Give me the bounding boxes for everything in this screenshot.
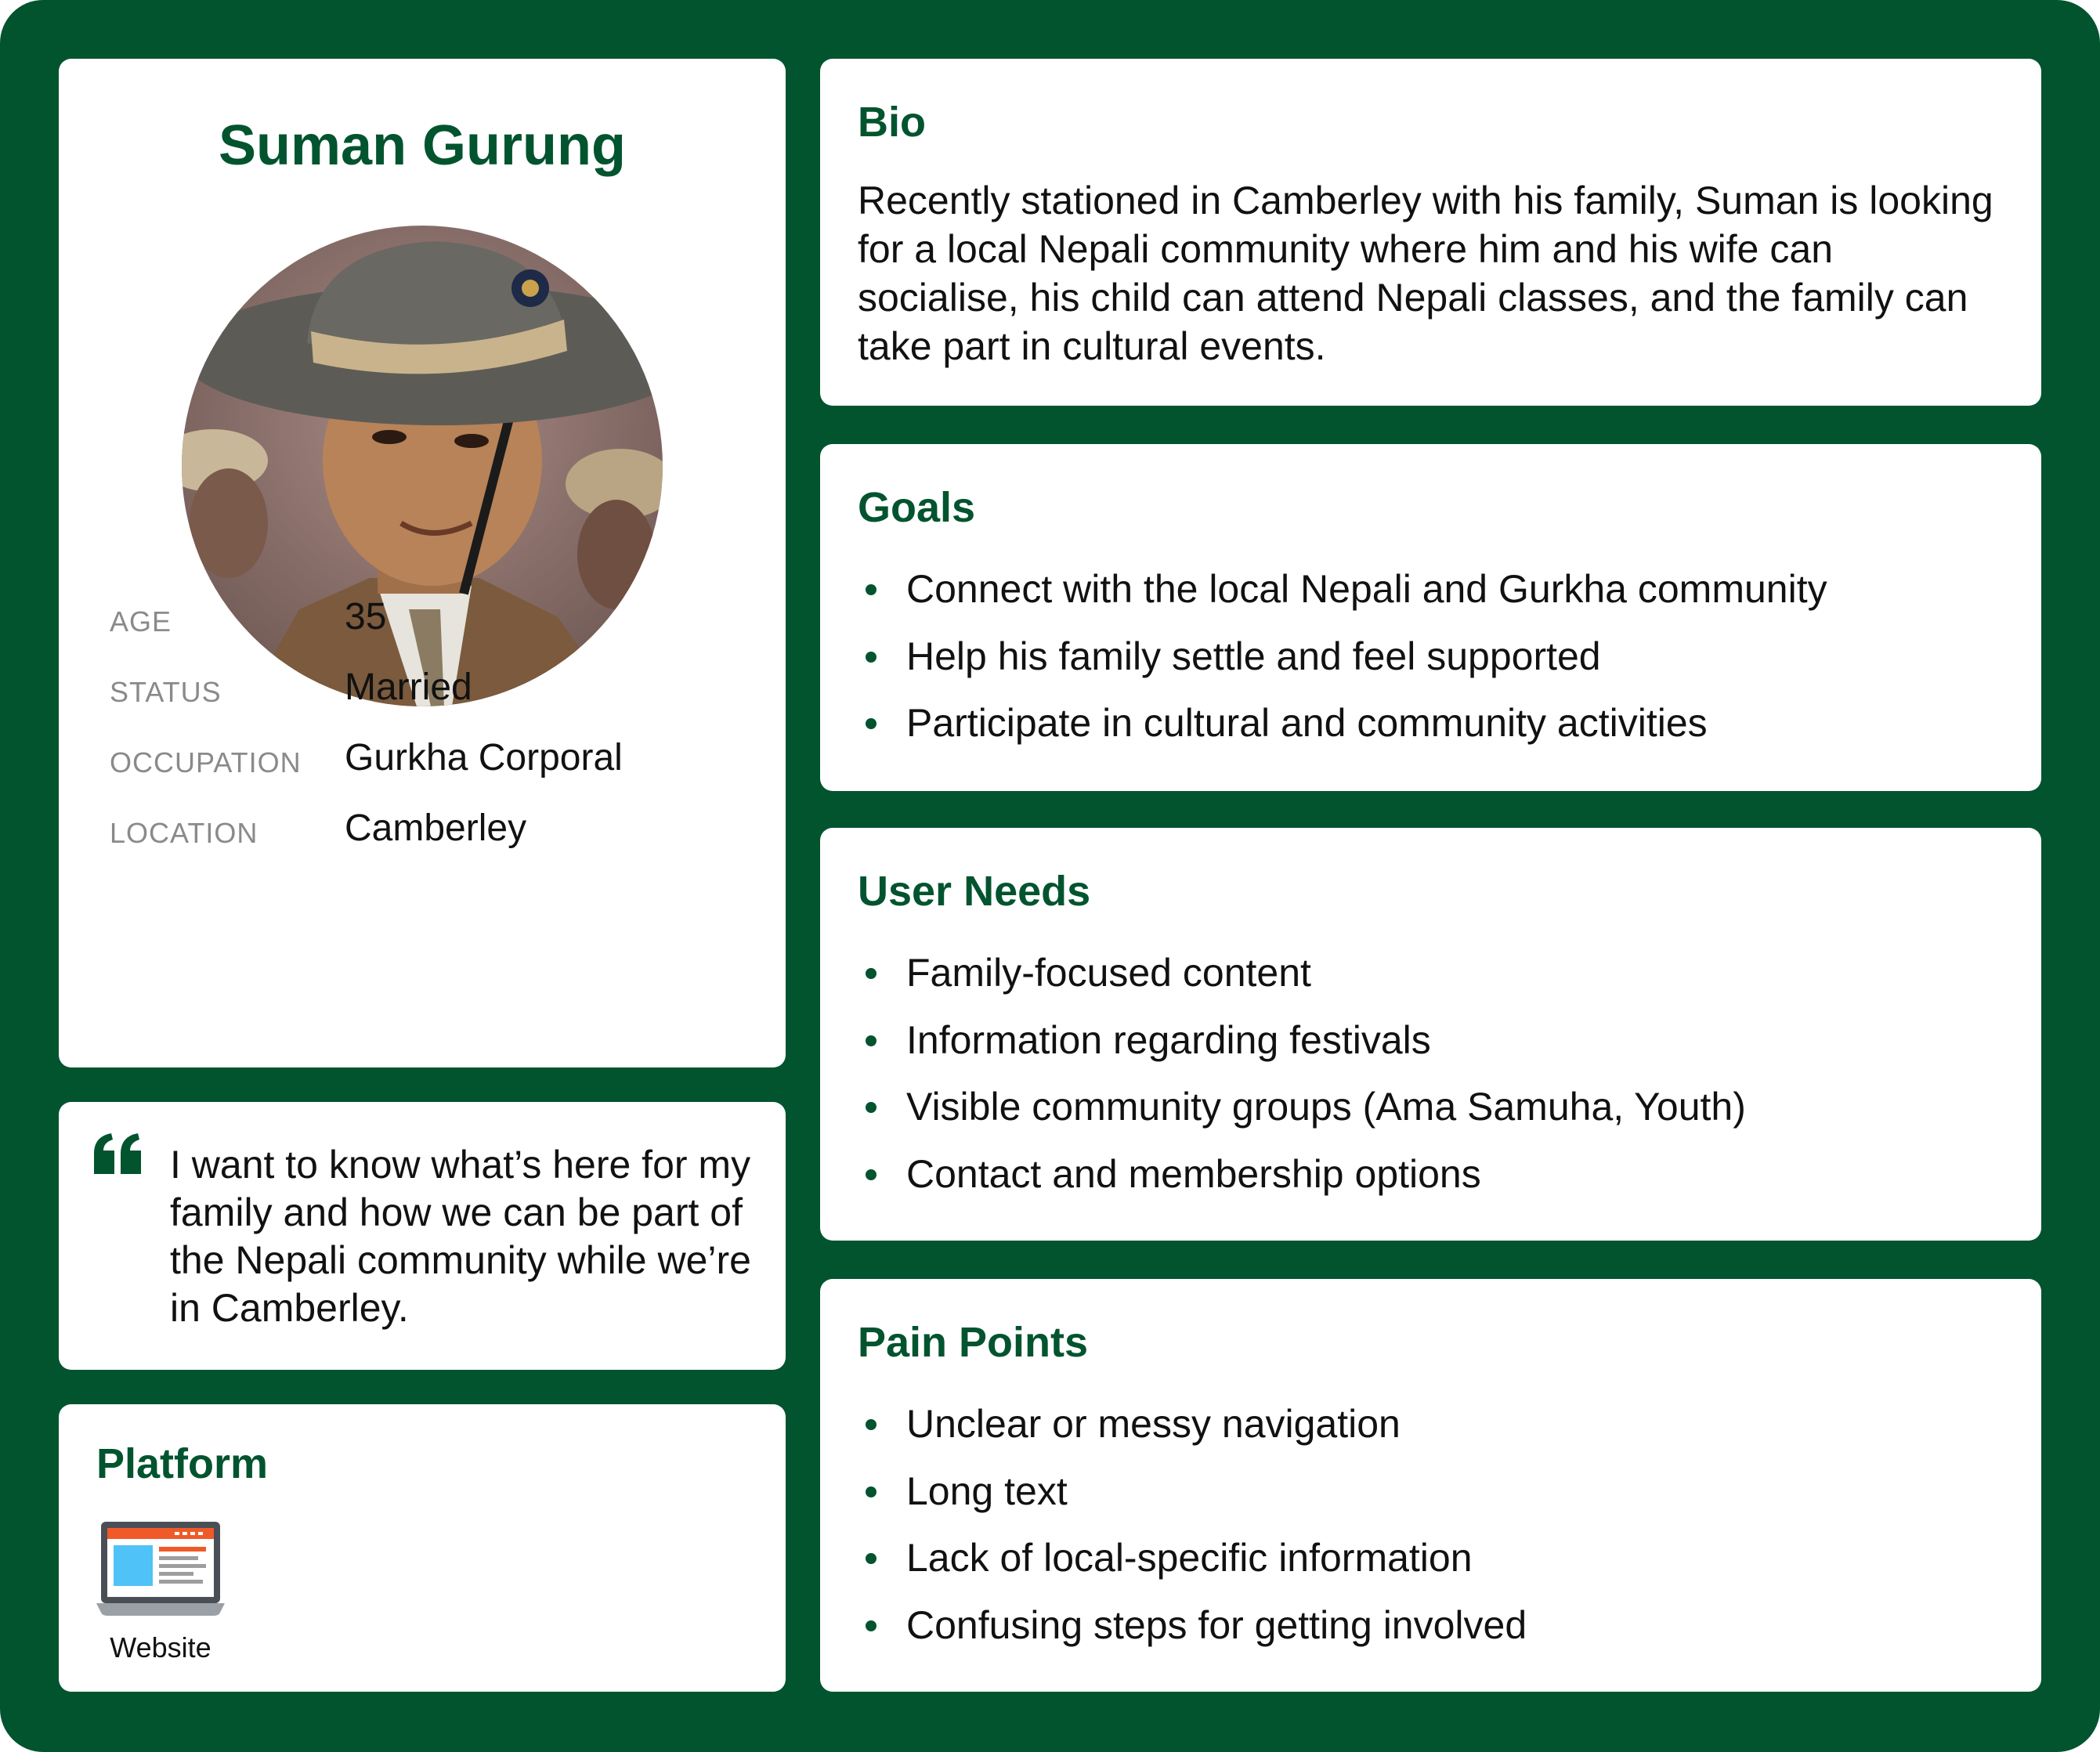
bio-title: Bio (858, 99, 926, 146)
list-item: Long text (858, 1468, 2017, 1535)
goals-list (858, 565, 2017, 767)
quote-text: I want to know what’s here for my family and how we can be part of the Nepali community while we’re in Camberley. (170, 1143, 751, 1330)
attribute-label: LOCATION (110, 817, 258, 849)
list-item: Confusing steps for getting involved (858, 1602, 2017, 1669)
list-item: Visible community groups (Ama Samuha, Youth) (858, 1083, 2017, 1151)
list-item: Contact and membership options (858, 1151, 2017, 1218)
quote-card (59, 1102, 786, 1370)
goals-card (820, 444, 2041, 791)
list-item: Help his family settle and feel supported (858, 633, 2017, 700)
attribute-status (110, 662, 768, 717)
user-needs-list (858, 949, 2017, 1217)
bio-card (820, 59, 2041, 406)
quote-mark-icon (94, 1133, 143, 1174)
platform-label: Website (110, 1631, 211, 1663)
attribute-label: OCCUPATION (110, 746, 302, 778)
website-laptop-icon (96, 1522, 225, 1616)
bio-text: Recently stationed in Camberley with his family, Suman is looking for a local Nepali community where him and his wife can socialise, his child can attend Nepali classes, and the family can take part in cultural events. (858, 179, 1993, 368)
attribute-value: Married (345, 666, 472, 708)
attribute-value: Gurkha Corporal (345, 737, 623, 778)
attribute-age (110, 591, 768, 646)
attribute-label: AGE (110, 605, 172, 638)
user-needs-card (820, 828, 2041, 1241)
list-item: Participate in cultural and community activities (858, 699, 2017, 767)
attribute-occupation (110, 732, 768, 787)
attribute-location (110, 803, 768, 858)
user-needs-title: User Needs (858, 868, 1091, 915)
platform-title: Platform (96, 1440, 269, 1487)
platform-card (59, 1404, 786, 1692)
list-item: Family-focused content (858, 949, 2017, 1017)
goals-title: Goals (858, 484, 976, 531)
pain-points-title: Pain Points (858, 1319, 1089, 1366)
attribute-label: STATUS (110, 676, 222, 708)
attribute-value: Camberley (345, 807, 527, 849)
attribute-value: 35 (345, 596, 387, 638)
profile-card (59, 59, 786, 1067)
pain-points-list (858, 1400, 2017, 1668)
list-item: Lack of local-specific information (858, 1534, 2017, 1602)
list-item: Unclear or messy navigation (858, 1400, 2017, 1468)
list-item: Information regarding festivals (858, 1017, 2017, 1084)
persona-name: Suman Gurung (219, 114, 626, 177)
pain-points-card (820, 1279, 2041, 1692)
list-item: Connect with the local Nepali and Gurkha community (858, 565, 2017, 633)
